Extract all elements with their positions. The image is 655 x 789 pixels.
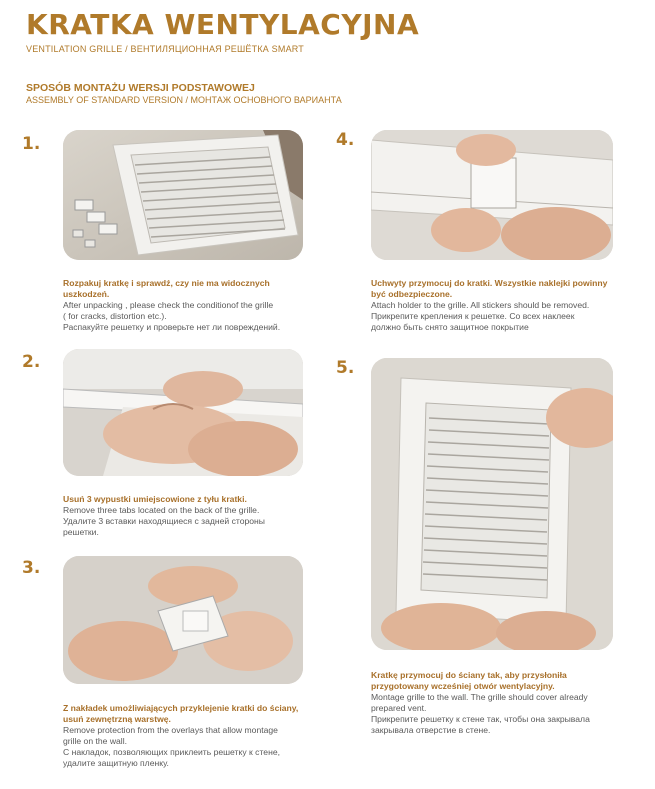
- step-4-pl-line: Uchwyty przymocuj do kratki. Wszystkie naklejki powinny: [371, 278, 608, 288]
- step-1-ru-line: Распакуйте решетку и проверьте нет ли повреждений.: [63, 322, 281, 332]
- step-2-pl-line: Usuń 3 wypustki umiejscowione z tyłu kratki.: [63, 494, 247, 504]
- step-1-en-line: After unpacking , please check the conditionof the grille: [63, 300, 274, 310]
- step-4-pl-line: być odbezpieczone.: [371, 289, 453, 299]
- page-title: KRATKA WENTYLACYJNA: [26, 8, 420, 41]
- step-3-caption: [63, 703, 313, 769]
- step-4-ru-line: должно быть снято защитное покрытие: [371, 322, 529, 332]
- step-2-en-line: Remove three tabs located on the back of the grille.: [63, 505, 260, 515]
- step-5-number: 5.: [336, 358, 355, 378]
- section-subtitle: ASSEMBLY OF STANDARD VERSION / МОНТАЖ ОСНОВНОГО ВАРИАНТА: [26, 95, 342, 105]
- step-3-pl-line: usuń zewnętrzną warstwę.: [63, 714, 171, 724]
- step-5-ru-line: закрывала отверстие в стене.: [371, 725, 491, 735]
- step-2-caption: [63, 494, 313, 538]
- step-4-caption: [371, 278, 631, 333]
- step-3-photo: [63, 556, 303, 684]
- step-4-en-line: Attach holder to the grille. All stickers should be removed.: [371, 300, 590, 310]
- step-4-ru-line: Прикрепите крепления к решетке. Со всех наклеек: [371, 311, 575, 321]
- step-4-photo: [371, 130, 613, 260]
- step-3-number: 3.: [22, 558, 41, 578]
- step-4-number: 4.: [336, 130, 355, 150]
- step-5-ru-line: Прикрепите решетку к стене так, чтобы она закрывала: [371, 714, 590, 724]
- step-5-photo: [371, 358, 613, 650]
- step-2-ru-line: решетки.: [63, 527, 99, 537]
- step-2-ru-line: Удалите 3 вставки находящиеся с задней стороны: [63, 516, 265, 526]
- step-1-en-line: ( for cracks, distortion etc.).: [63, 311, 167, 321]
- step-3-ru-line: удалите защитную пленку.: [63, 758, 169, 768]
- step-1-number: 1.: [22, 134, 41, 154]
- step-1-pl-line: Rozpakuj kratkę i sprawdź, czy nie ma widocznych: [63, 278, 270, 288]
- step-5-en-line: Montage grille to the wall. The grille should cover already: [371, 692, 588, 702]
- step-5-caption: [371, 670, 631, 736]
- step-5-en-line: prepared vent.: [371, 703, 427, 713]
- step-3-ru-line: С накладок, позволяющих приклеить решетку к стене,: [63, 747, 280, 757]
- section-title: SPOSÓB MONTAŻU WERSJI PODSTAWOWEJ: [26, 82, 255, 94]
- step-3-en-line: Remove protection from the overlays that allow montage: [63, 725, 278, 735]
- page-subtitle: VENTILATION GRILLE / ВЕНТИЛЯЦИОННАЯ РЕШЁТКА SMART: [26, 44, 305, 54]
- step-1-caption: [63, 278, 313, 333]
- step-2-number: 2.: [22, 352, 41, 372]
- step-5-pl-line: przygotowany wcześniej otwór wentylacyjny.: [371, 681, 555, 691]
- step-3-pl-line: Z nakładek umożliwiających przyklejenie kratki do ściany,: [63, 703, 299, 713]
- step-1-pl-line: uszkodzeń.: [63, 289, 110, 299]
- step-2-photo: [63, 349, 303, 476]
- step-5-pl-line: Kratkę przymocuj do ściany tak, aby przysłoniła: [371, 670, 567, 680]
- step-3-en-line: grille on the wall.: [63, 736, 128, 746]
- step-1-photo: [63, 130, 303, 260]
